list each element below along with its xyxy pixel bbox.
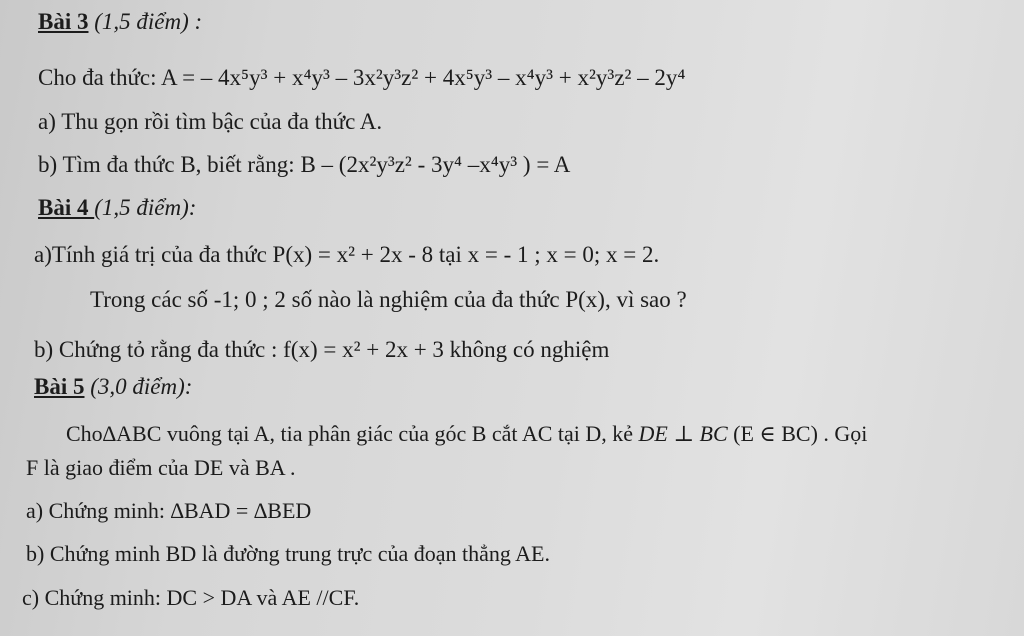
bai3-heading-line <box>38 8 202 36</box>
bai5-intro-line1-a: Cho∆ABC vuông tại A, tia phân giác của góc B cắt AC tại D, kẻ <box>66 421 639 446</box>
bai3-heading-note: (1,5 điểm) : <box>88 9 203 34</box>
bai4-heading-note: (1,5 điểm): <box>94 195 197 220</box>
bai3-part-b-equation: B – (2x²y³z² - 3y⁴ –x⁴y³ ) = A <box>300 152 571 177</box>
bai5-heading-line <box>34 373 192 401</box>
bai5-intro-line1-b: DE ⊥ BC <box>638 421 728 446</box>
bai5-heading-note: (3,0 điểm): <box>84 374 193 399</box>
bai3-heading: Bài 3 <box>38 9 89 34</box>
bai3-part-a: a) Thu gọn rồi tìm bậc của đa thức A. <box>38 109 383 134</box>
bai3-part-b <box>38 151 570 179</box>
bai4-heading-line <box>38 194 196 222</box>
bai5-part-c: c) Chứng minh: DC > DA và AE //CF. <box>22 585 360 610</box>
bai4-part-a: a)Tính giá trị của đa thức P(x) = x² + 2x - 8 tại x = - 1 ; x = 0; x = 2. <box>34 242 660 267</box>
bai3-intro <box>38 64 685 92</box>
bai4-heading: Bài 4 <box>38 195 95 220</box>
bai5-part-b: b) Chứng minh BD là đường trung trực của đoạn thẳng AE. <box>26 541 550 566</box>
bai5-intro-line1 <box>66 420 867 448</box>
bai5-part-a: a) Chứng minh: ∆BAD = ∆BED <box>26 498 312 523</box>
bai5-heading: Bài 5 <box>34 374 85 399</box>
bai4-part-b: b) Chứng tỏ rằng đa thức : f(x) = x² + 2x + 3 không có nghiệm <box>34 337 610 362</box>
bai3-part-b-prefix: b) Tìm đa thức B, biết rằng: <box>38 152 301 177</box>
bai4-part-a-followup: Trong các số -1; 0 ; 2 số nào là nghiệm của đa thức P(x), vì sao ? <box>90 287 687 312</box>
bai5-intro-line2: F là giao điểm của DE và BA . <box>26 455 296 480</box>
bai3-polynomial-a: A = – 4x⁵y³ + x⁴y³ – 3x²y³z² + 4x⁵y³ – x⁴y³ + x²y³z² – 2y⁴ <box>161 65 686 90</box>
bai3-intro-prefix: Cho đa thức: <box>38 65 161 90</box>
bai5-intro-line1-c: (E ∈ BC) . Gọi <box>727 421 868 446</box>
